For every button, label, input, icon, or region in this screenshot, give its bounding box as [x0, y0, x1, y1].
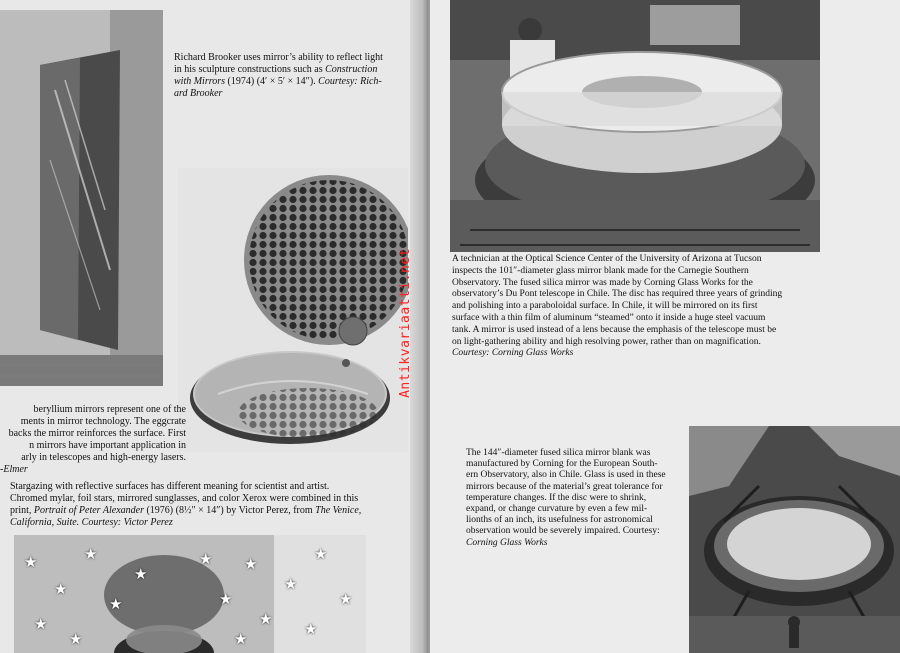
star-icon: ★	[199, 552, 213, 568]
arizona-mirror-graphic	[450, 0, 820, 252]
eso-caption-line: ern Observatory, also in Chile. Glass is used in these	[466, 470, 666, 481]
star-icon: ★	[54, 582, 68, 598]
arizona-caption-line: Observatory. The fused silica mirror was made by Corning Glass Works for the	[452, 277, 753, 288]
arizona-caption-credit: Courtesy: Corning Glass Works	[452, 348, 574, 359]
arizona-caption-line: on light-gathering ability and high resolving power, rather than on magnification.	[452, 336, 761, 347]
beryllium-caption-credit: -Elmer	[0, 464, 28, 475]
eso-caption-line: lionths of an inch, its usefulness for astronomical	[466, 515, 653, 526]
brooker-caption-line: in his sculpture constructions such as	[174, 64, 323, 75]
star-icon: ★	[304, 622, 318, 638]
arizona-caption-line: and polishing into a paraboloidal surface. In Chile, it will be mirrored on its first	[452, 301, 758, 312]
star-icon: ★	[69, 632, 83, 648]
star-icon: ★	[244, 557, 258, 573]
arizona-caption-line: tank. A mirror is used instead of a lens because the emphasis of the telescope must be	[452, 324, 777, 335]
star-icon: ★	[34, 617, 48, 633]
brooker-sculpture-graphic	[0, 10, 163, 386]
eso-caption-line: The 144″-diameter fused silica mirror blank was	[466, 448, 651, 458]
eso-caption-line: expand, or change curvature by even a few mil-	[466, 504, 648, 515]
stargazing-caption-line: (1976) (8½″ × 14″) by Victor Perez, from	[146, 505, 313, 516]
left-page	[0, 0, 430, 653]
beryllium-mirror-photo	[178, 168, 408, 452]
brooker-caption-line: (1974) (4′ × 5′ × 14″).	[227, 76, 316, 87]
arizona-mirror-photo	[450, 0, 820, 252]
courtesy-credit: Courtesy: Rich-	[318, 76, 382, 87]
stargazing-caption	[10, 481, 382, 529]
star-icon: ★	[84, 547, 98, 563]
star-icon: ★	[284, 577, 298, 593]
brooker-caption-line: Richard Brooker uses mirror’s ability to reflect light	[174, 52, 383, 63]
beryllium-caption-line: ments in mirror technology. The eggcrate	[20, 416, 186, 427]
beryllium-caption-line: beryllium mirrors represent one of the	[33, 404, 186, 415]
stargazing-caption-line: Stargazing with reflective surfaces has different meaning for scientist and artist.	[10, 481, 330, 492]
star-icon: ★	[314, 547, 328, 563]
star-icon: ★	[134, 567, 148, 583]
stargazing-caption-line: Chromed mylar, foil stars, mirrored sunglasses, and color Xerox were combined in this	[10, 493, 359, 504]
right-page	[430, 0, 900, 653]
eso-mirror-photo	[689, 426, 900, 653]
star-icon: ★	[109, 597, 123, 613]
artwork-title: with Mirrors	[174, 76, 226, 87]
beryllium-caption-line: n mirrors have important application in	[29, 440, 186, 451]
series-title: The Venice,	[315, 505, 362, 516]
courtesy-credit: ard Brooker	[174, 88, 223, 99]
courtesy-credit: Courtesy: Victor Perez	[81, 517, 173, 528]
star-icon: ★	[24, 555, 38, 571]
artwork-title: Portrait of Peter Alexander	[33, 505, 144, 516]
arizona-caption	[452, 254, 832, 360]
eso-mirror-graphic	[689, 426, 900, 653]
star-icon: ★	[339, 592, 353, 608]
beryllium-caption-line: backs the mirror reinforces the surface. First	[8, 428, 186, 439]
series-title: California, Suite.	[10, 517, 80, 528]
brooker-sculpture-photo	[0, 10, 163, 386]
eso-caption-line: temperature changes. If the disc were to shrink,	[466, 492, 647, 503]
eso-caption-line: manufactured by Corning for the European South-	[466, 459, 658, 470]
star-icon: ★	[234, 632, 248, 648]
watermark: Antikvariaatti.net	[398, 248, 413, 398]
star-print-photo	[14, 535, 366, 653]
beryllium-caption	[0, 404, 186, 476]
star-icon: ★	[219, 592, 233, 608]
arizona-caption-line: surface with a thin film of aluminum “steamed” onto it inside a huge steel vacuum	[452, 312, 766, 323]
star-icon: ★	[259, 612, 273, 628]
beryllium-mirror-graphic	[178, 168, 408, 452]
arizona-caption-line: A technician at the Optical Science Center of the University of Arizona at Tucson	[452, 254, 762, 264]
beryllium-caption-line: arly in telescopes and high-energy lasers.	[21, 452, 186, 463]
eso-caption-line: mirrors because of the material’s great tolerance for	[466, 481, 663, 492]
eso-caption	[466, 448, 688, 549]
arizona-caption-line: inspects the 101″-diameter glass mirror blank made for the Carnegie Southern	[452, 265, 749, 276]
brooker-caption	[174, 52, 399, 100]
eso-caption-line: observation would be severely impaired. Courtesy:	[466, 526, 660, 537]
eso-caption-credit: Corning Glass Works	[466, 537, 548, 548]
stargazing-caption-line: print,	[10, 505, 32, 516]
arizona-caption-line: observatory’s Du Pont telescope in Chile. The disc has required three years of grinding	[452, 289, 783, 300]
artwork-title: Construction	[325, 64, 378, 75]
